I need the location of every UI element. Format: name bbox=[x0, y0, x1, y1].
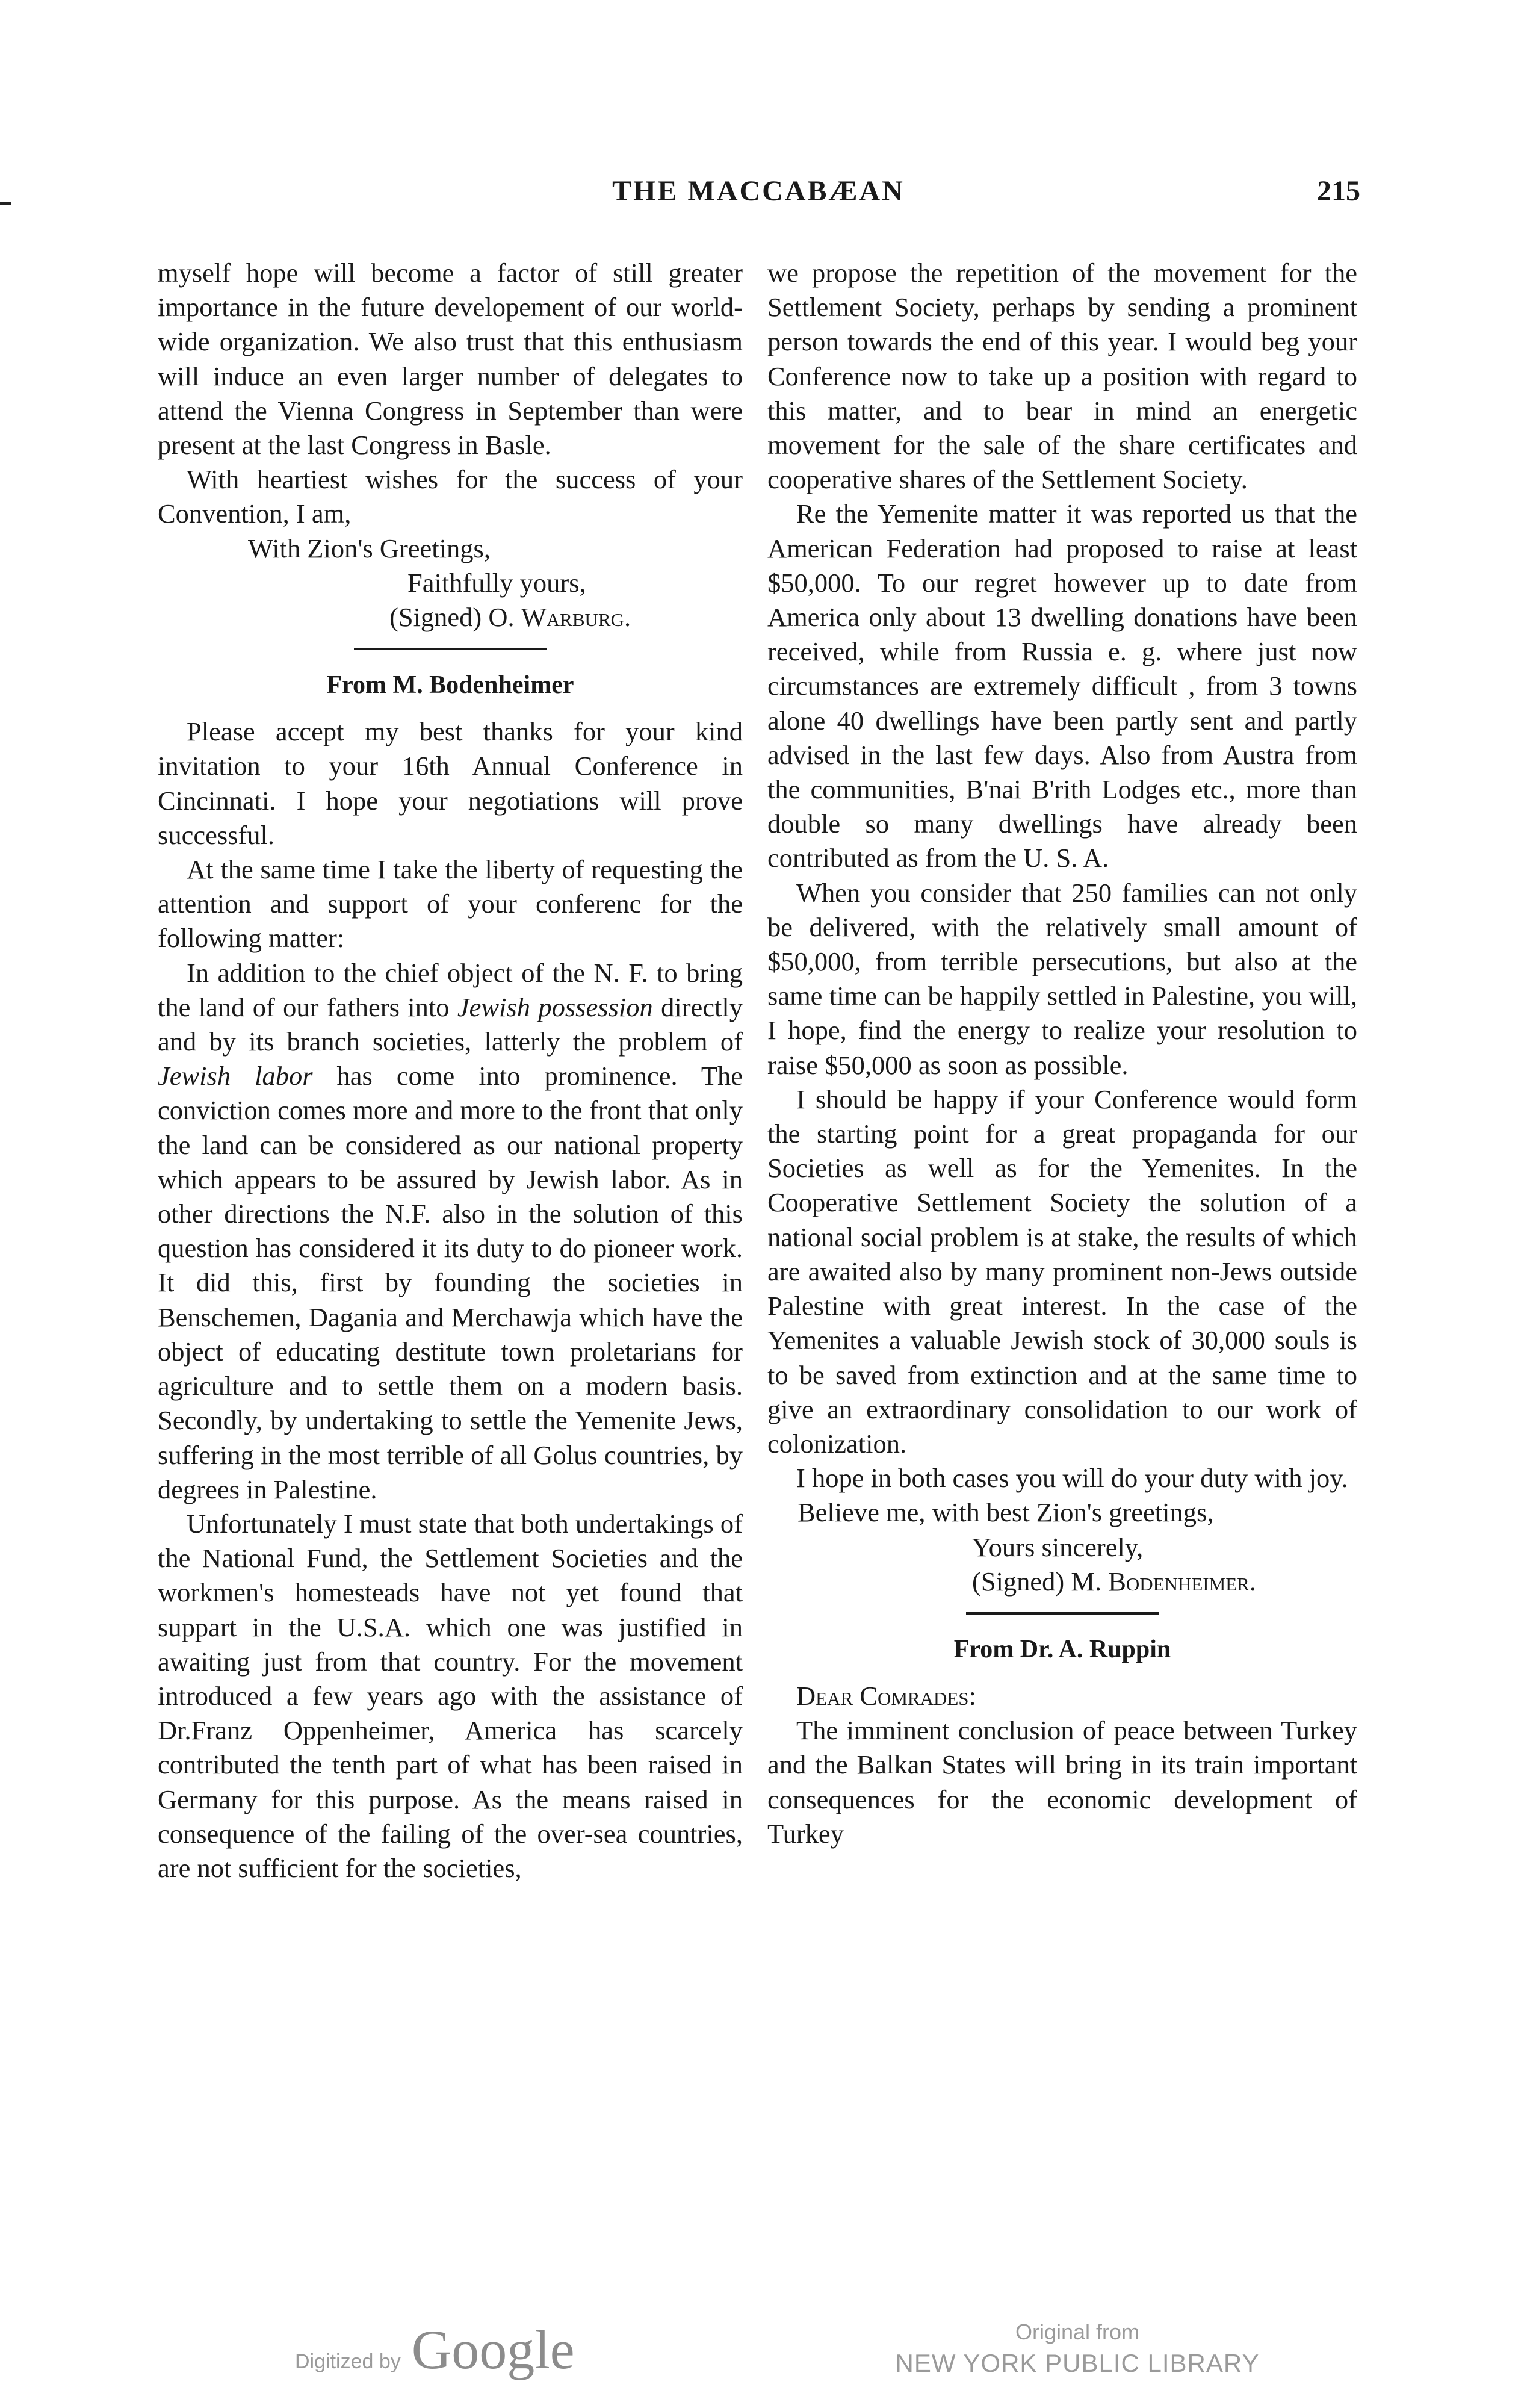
closing-valediction: Yours sincerely, bbox=[972, 1531, 1144, 1562]
jewish-labor-paragraph bbox=[158, 956, 743, 1507]
page-number: 215 bbox=[1317, 175, 1360, 207]
unfortunately-paragraph: Unfortunately I must state that both undertakings of the National Fund, the Settlement Societies and the workmen's homesteads have not yet found that suppart in the U.S.A. which one was justified in awaiting just from that country. For the movement introduced a few years ago with the assistance of Dr.Franz Oppenheimer, America has scarcely contributed the tenth part of what has been raised in Germany for this purpose. As the means raised in consequence of the failing of the over-sea countries, are not sufficient for the societies, bbox=[158, 1508, 743, 1883]
closing-signature bbox=[158, 600, 743, 635]
original-from-label: Original from bbox=[1015, 2320, 1140, 2344]
running-title: THE MACCABÆAN bbox=[612, 175, 905, 207]
text-run: has come into prominence. The conviction comes more and more to the front that only the land can be considered as our national property which appears to be assured by Jewish labor. As in other directions the N.F. also in the solution of this question has considered it its duty to do pioneer work. It did this, first by founding the societies in Benschemen, Dagania and Merchawja which have the object of educating destitute town proletarians for agriculture and to settle them on a modern basis. Secondly, by undertaking to settle the Yemenite Jews, suffering in the most terrible of all Golus countries, by degrees in Palestine. bbox=[158, 1061, 743, 1504]
signatory-name: Bodenheimer. bbox=[1108, 1566, 1256, 1597]
propaganda-paragraph: I should be happy if your Conference would form the starting point for a great propaganda for our Societies as well as for the Yemenites. In the Cooperative Settlement Society the solution of a national social problem is at stake, the results of which are awaited also by many prominent non-Jews outside Palestine with great interest. In the case of the Yemenites a valuable Jewish stock of 30,000 souls is to be saved from extinction and at the same time to give an extraordinary consolidation to our work of colonization. bbox=[767, 1084, 1357, 1459]
section-divider bbox=[966, 1612, 1159, 1615]
original-source bbox=[891, 2318, 1264, 2380]
bodenheimer-closing bbox=[767, 1495, 1357, 1599]
digitized-by-google bbox=[295, 2318, 575, 2382]
closing-greeting: Believe me, with best Zion's greetings, bbox=[797, 1497, 1214, 1528]
bodenheimer-paragraph: At the same time I take the liberty of requesting the attention and support of your conferenc for the following matter: bbox=[158, 854, 743, 954]
salutation: Dear Comrades: bbox=[796, 1680, 976, 1711]
signatory-name: Warburg. bbox=[521, 602, 631, 633]
section-divider bbox=[354, 648, 547, 650]
text-run: In addition to the chief object of the N. F. to bring the land of our fathers into bbox=[158, 957, 743, 1022]
closing-greeting: With Zion's Greetings, bbox=[248, 533, 491, 563]
signed-label: (Signed) O. bbox=[389, 602, 515, 633]
emphasis-jewish-labor: Jewish labor bbox=[158, 1061, 313, 1091]
page-header bbox=[156, 175, 1360, 223]
warburg-wishes: With heartiest wishes for the success of your Convention, I am, bbox=[158, 464, 743, 529]
bodenheimer-paragraph: Please accept my best thanks for your kind invitation to your 16th Annual Conference in Cincinnati. I hope your negotiations will prove successful. bbox=[158, 716, 743, 850]
closing-signature bbox=[767, 1565, 1357, 1599]
closing-valediction: Faithfully yours, bbox=[407, 567, 586, 598]
left-column bbox=[158, 256, 743, 1885]
ruppin-paragraph: The imminent conclusion of peace between Turkey and the Balkan States will bring in its train important consequences for the economic development of Turkey bbox=[767, 1715, 1357, 1849]
yemenite-paragraph: Re the Yemenite matter it was reported us that the American Federation had proposed to raise at least $50,000. To our regret however up to date from America only about 13 dwelling donations have been received, while from Russia e. g. where just now circumstances are extremely difficult , from 3 towns alone 40 dwellings have been partly sent and partly advised in the last few days. Also from Austra from the communities, B'nai B'rith Lodges etc., more than double so many dwellings have already been contributed as from the U. S. A. bbox=[767, 498, 1357, 874]
emphasis-jewish-possession: Jewish possession bbox=[457, 991, 653, 1022]
section-heading-ruppin: From Dr. A. Ruppin bbox=[953, 1635, 1171, 1663]
right-column bbox=[767, 256, 1357, 1851]
signed-label: (Signed) M. bbox=[972, 1566, 1102, 1597]
warburg-closing bbox=[158, 532, 743, 635]
section-heading-bodenheimer: From M. Bodenheimer bbox=[326, 671, 574, 700]
text-run: directly and by its branch societies, latterly the problem of bbox=[158, 991, 743, 1057]
duty-paragraph: I hope in both cases you will do your duty with joy. bbox=[796, 1463, 1348, 1494]
warburg-letter-paragraph: myself hope will become a factor of still greater importance in the future developement of our world-wide organization. We also trust that this enthusiasm will induce an even larger number of delegates to attend the Vienna Congress in September than were present at the last Congress in Basle. bbox=[158, 258, 743, 461]
families-paragraph: When you consider that 250 families can not only be delivered, with the relatively small amount of $50,000, from terrible persecutions, but also at the same time can be happily settled in Palestine, you will, I hope, find the energy to realize your resolution to raise $50,000 as soon as possible. bbox=[767, 877, 1357, 1080]
library-name: NEW YORK PUBLIC LIBRARY bbox=[895, 2349, 1260, 2377]
google-logo: Google bbox=[411, 2319, 575, 2380]
margin-mark bbox=[0, 202, 11, 205]
digitized-label: Digitized by bbox=[295, 2350, 401, 2373]
continuation-paragraph: we propose the repetition of the movement for the Settlement Society, perhaps by sending a prominent person towards the end of this year. I would beg your Conference now to take up a position with regard to this matter, and to bear in mind an energetic movement for the sale of the share certificates and cooperative shares of the Settlement Society. bbox=[767, 258, 1357, 495]
